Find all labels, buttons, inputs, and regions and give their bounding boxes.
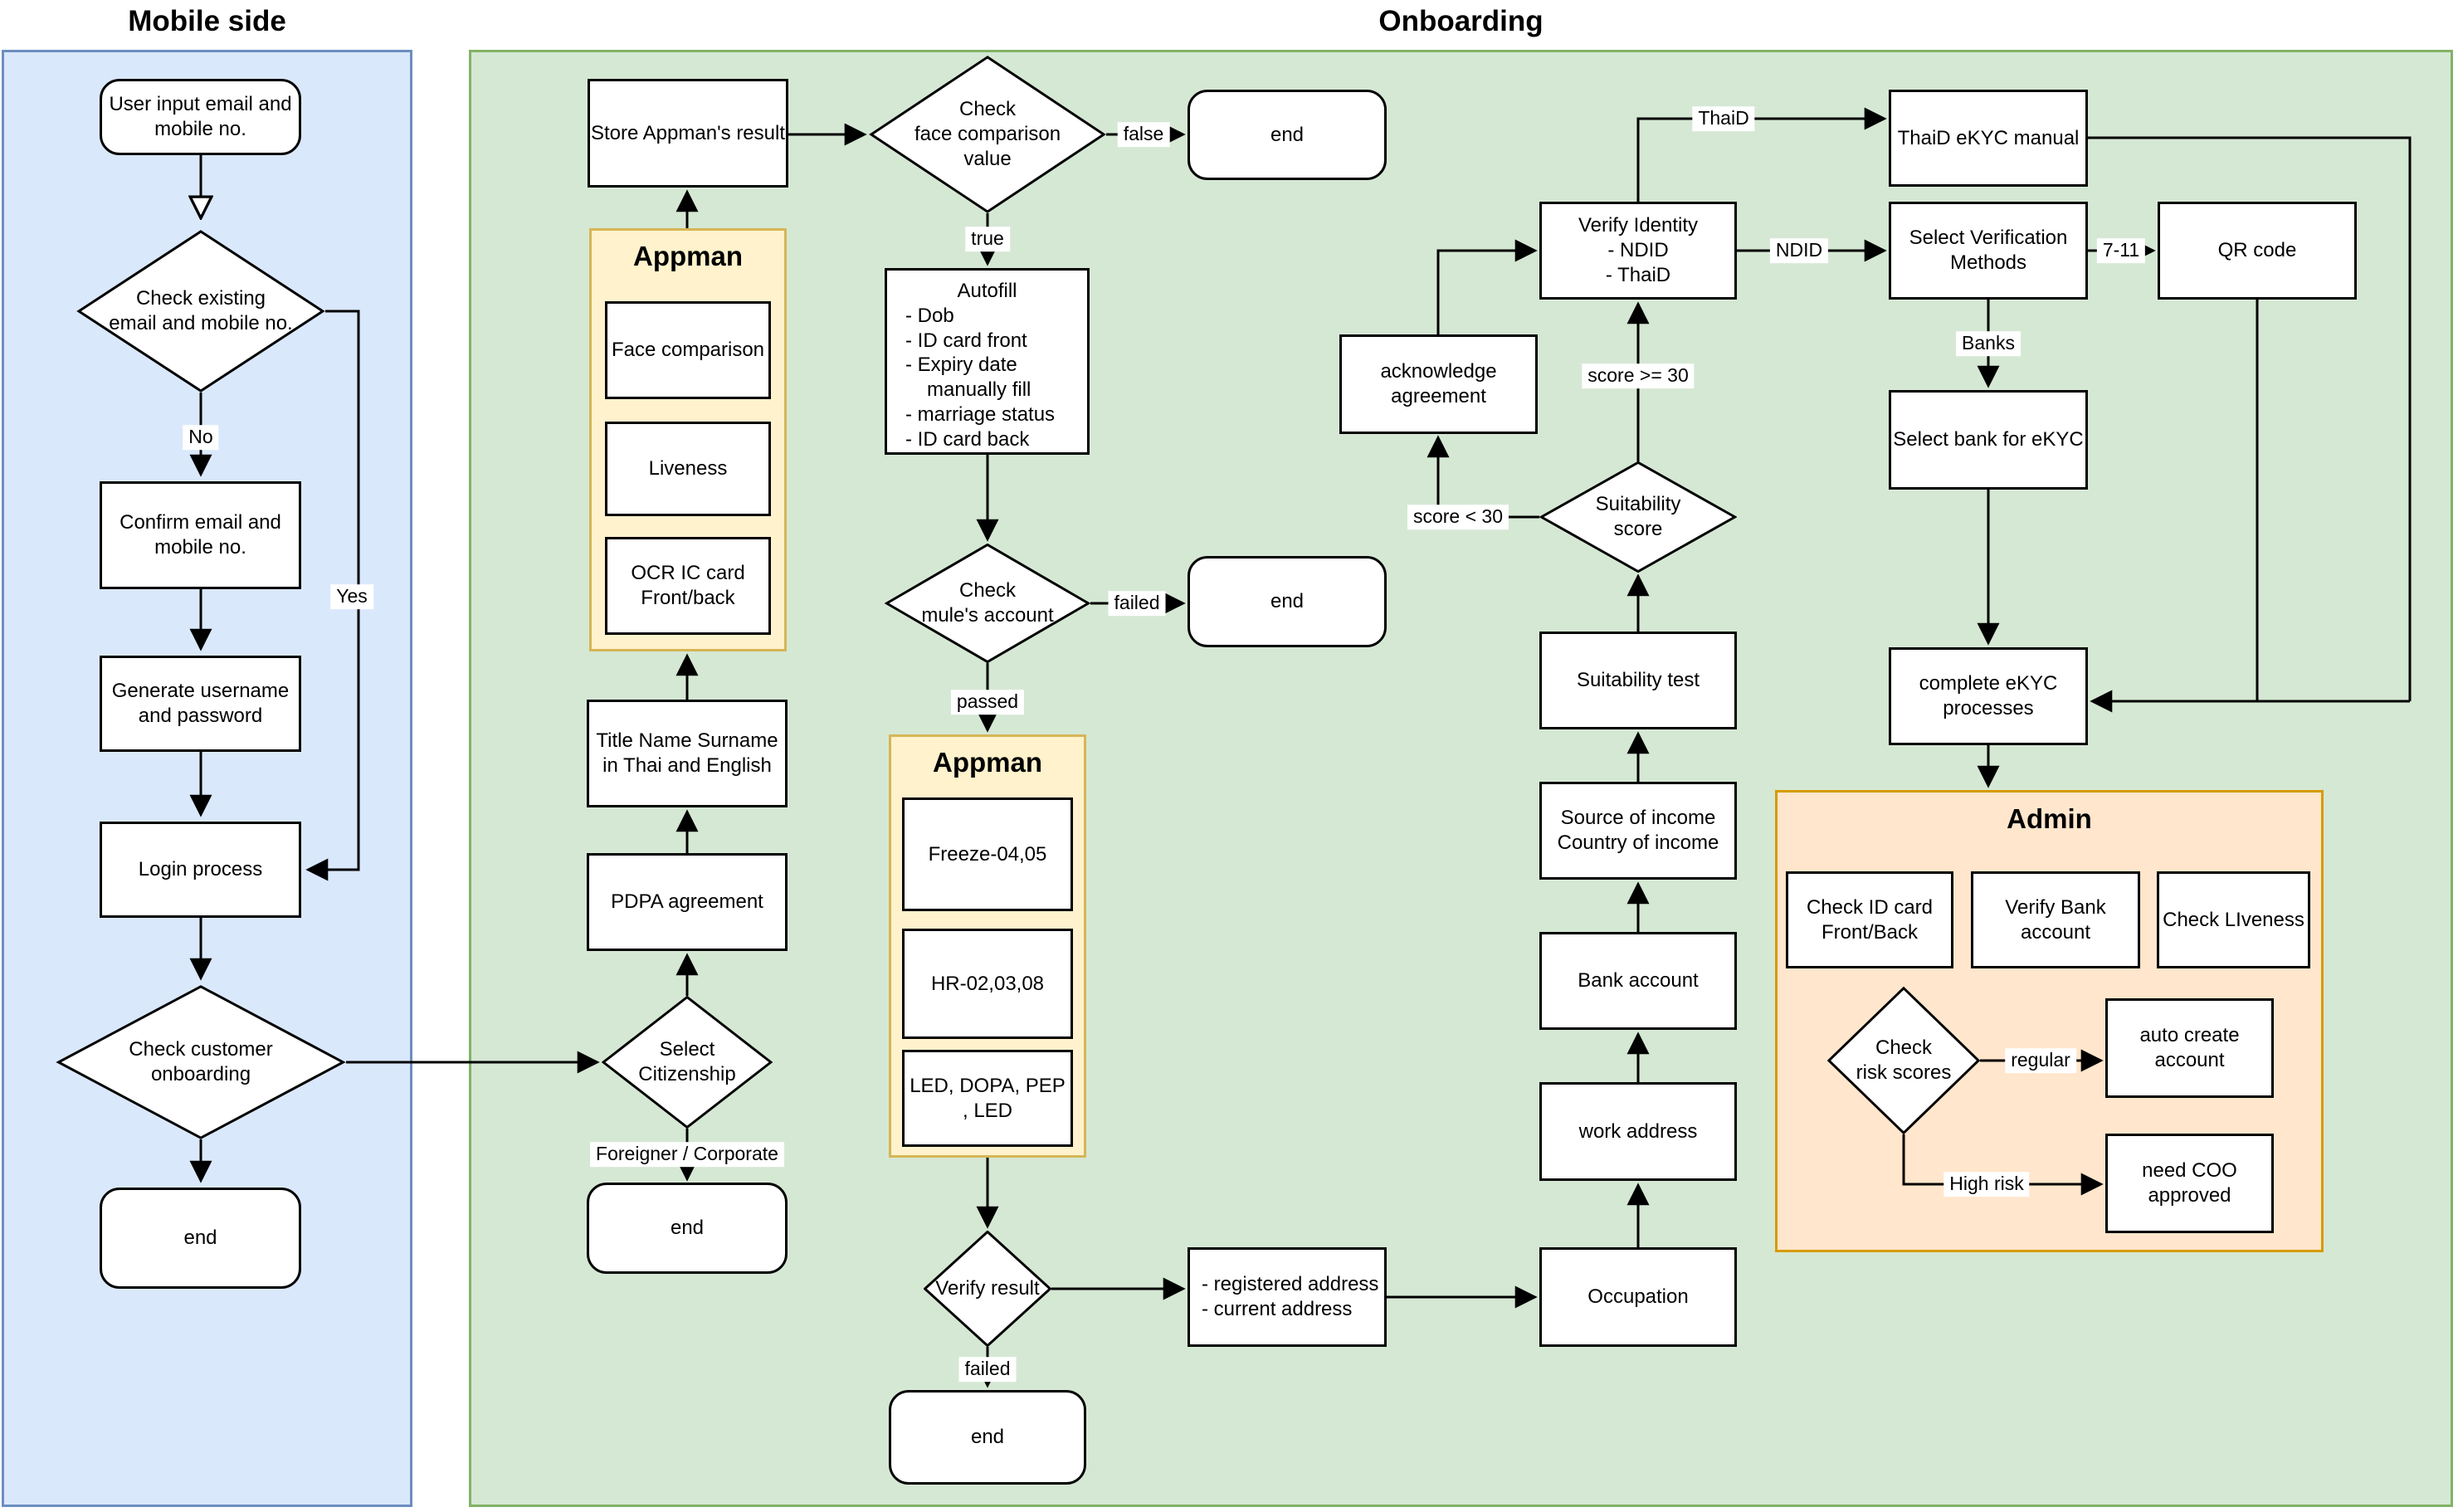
node-liveness: Liveness	[605, 422, 771, 516]
node-select-citizenship: Select Citizenship	[602, 996, 773, 1129]
edge-label-failed-mule: failed	[1109, 591, 1166, 616]
node-check-existing: Check existing email and mobile no.	[76, 230, 325, 393]
node-thaid-ekyc-manual: ThaiD eKYC manual	[1889, 90, 2088, 187]
node-complete-ekyc: complete eKYC processes	[1889, 647, 2088, 745]
node-ocr-ic-card: OCR IC card Front/back	[605, 537, 771, 635]
node-confirm-email: Confirm email and mobile no.	[100, 481, 301, 589]
node-check-risk-scores: Check risk scores	[1827, 987, 1980, 1134]
node-select-verification-methods: Select Verification Methods	[1889, 202, 2088, 300]
edge-label-passed: passed	[951, 690, 1024, 715]
edge-label-ndid: NDID	[1770, 238, 1828, 263]
node-verify-end: end	[889, 1390, 1086, 1485]
edge-label-yes: Yes	[330, 584, 373, 609]
node-verify-identity: Verify Identity - NDID - ThaiD	[1539, 202, 1737, 300]
edge-label-score-ge-30: score >= 30	[1582, 363, 1694, 388]
onboarding-lane-title: Onboarding	[1378, 5, 1544, 37]
node-address-result: - registered address - current address	[1188, 1247, 1387, 1347]
node-work-address: work address	[1539, 1082, 1737, 1181]
edge-label-7-11: 7-11	[2097, 238, 2145, 263]
node-check-face-comparison: Check face comparison value	[869, 56, 1106, 213]
appman-panel-2-title: Appman	[933, 747, 1042, 778]
node-hr: HR-02,03,08	[902, 929, 1073, 1039]
node-qr-code: QR code	[2158, 202, 2357, 300]
node-citizenship-end: end	[587, 1183, 788, 1274]
node-verify-bank-account: Verify Bank account	[1971, 871, 2140, 968]
node-face-comparison: Face comparison	[605, 301, 771, 399]
edge-label-high-risk: High risk	[1943, 1172, 2029, 1197]
node-face-end: end	[1188, 90, 1387, 180]
edge-label-regular: regular	[2005, 1048, 2076, 1073]
node-autofill: Autofill - Dob - ID card front - Expiry date manually fill - marriage status - ID card back	[885, 268, 1090, 455]
node-acknowledge-agreement: acknowledge agreement	[1339, 334, 1538, 434]
autofill-items: - Dob - ID card front - Expiry date manually fill - marriage status - ID card back	[905, 304, 1056, 451]
node-select-bank: Select bank for eKYC	[1889, 390, 2088, 490]
admin-panel-title: Admin	[2007, 803, 2092, 834]
node-suitability-score: Suitability score	[1539, 461, 1737, 573]
edge-label-banks: Banks	[1956, 331, 2021, 356]
node-verify-result: Verify result	[924, 1231, 1051, 1347]
node-auto-create-account: auto create account	[2105, 998, 2274, 1098]
edge-label-failed-verify: failed	[959, 1357, 1017, 1382]
node-occupation: Occupation	[1539, 1247, 1737, 1347]
node-need-coo-approved: need COO approved	[2105, 1134, 2274, 1233]
node-check-customer-onboarding: Check customer onboarding	[56, 985, 346, 1139]
node-generate-credentials: Generate username and password	[100, 656, 301, 752]
node-check-liveness-admin: Check LIveness	[2157, 871, 2310, 968]
edge-label-no: No	[183, 425, 218, 450]
node-mule-end: end	[1188, 556, 1387, 647]
node-check-id-card: Check ID card Front/Back	[1786, 871, 1953, 968]
edge-label-score-lt-30: score < 30	[1407, 505, 1509, 529]
node-user-input: User input email and mobile no.	[100, 79, 301, 155]
node-freeze: Freeze-04,05	[902, 797, 1073, 911]
mobile-lane-title: Mobile side	[128, 5, 286, 37]
node-suitability-test: Suitability test	[1539, 632, 1737, 729]
node-check-mule-account: Check mule's account	[885, 544, 1090, 663]
node-bank-account: Bank account	[1539, 932, 1737, 1030]
edge-label-foreigner-corporate: Foreigner / Corporate	[590, 1142, 784, 1167]
node-source-income: Source of income Country of income	[1539, 782, 1737, 880]
node-title-name-surname: Title Name Surname in Thai and English	[587, 700, 788, 807]
node-pdpa-agreement: PDPA agreement	[587, 853, 788, 951]
edge-label-true: true	[965, 227, 1010, 251]
node-led-dopa-pep: LED, DOPA, PEP , LED	[902, 1050, 1073, 1147]
edge-label-thaid: ThaiD	[1692, 106, 1754, 131]
edge-label-false: false	[1118, 122, 1170, 147]
appman-panel-1-title: Appman	[633, 241, 743, 271]
node-login-process: Login process	[100, 822, 301, 918]
node-mobile-end: end	[100, 1188, 301, 1289]
node-store-appman-result: Store Appman's result	[588, 79, 788, 188]
